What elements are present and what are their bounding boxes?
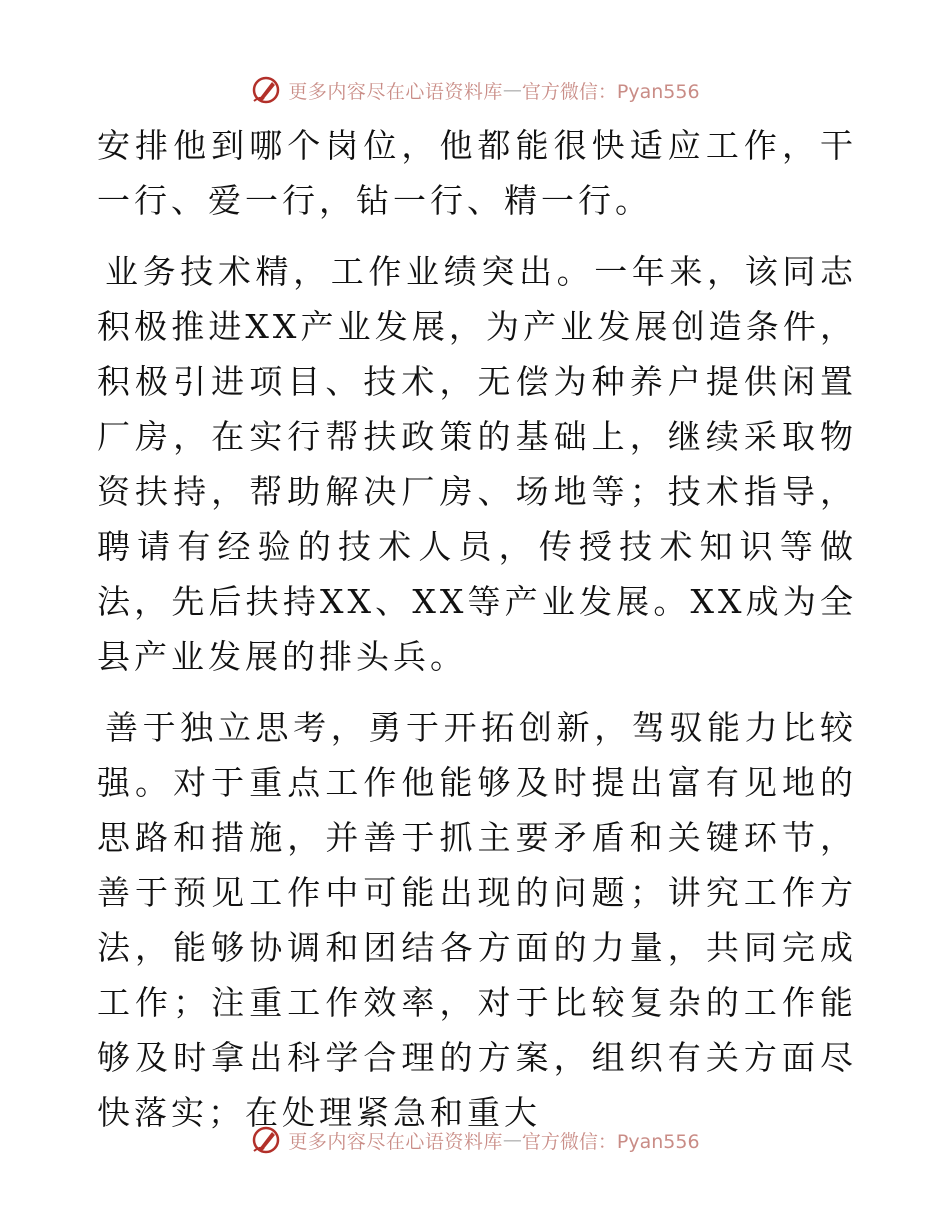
footer-slogan: 更多内容尽在心语资料库 [288,1130,503,1153]
quill-pen-icon [250,74,282,106]
page-footer-banner [0,1120,950,1160]
header-slogan: 更多内容尽在心语资料库 [288,80,503,103]
page-header-banner [0,70,950,110]
paragraph-2: 业务技术精，工作业绩突出。一年来，该同志积极推进XX产业发展，为产业发展创造条件，积极引进项目、技术，无偿为种养户提供闲置厂房，在实行帮扶政策的基础上，继续采取物资扶持，帮助解决厂房、场地等；技术指导，聘请有经验的技术人员，传授技术知识等做法，先后扶持XX、XX等产业发展。XX成为全县产业发展的排头兵。 [97,252,857,676]
paragraph-3: 善于独立思考，勇于开拓创新，驾驭能力比较强。对于重点工作他能够及时提出富有见地的思路和措施，并善于抓主要矛盾和关键环节，善于预见工作中可能出现的问题；讲究工作方法，能够协调和团结各方面的力量，共同完成工作；注重工作效率，对于比较复杂的工作能够及时拿出科学合理的方案，组织有关方面尽快落实；在处理紧急和重大 [97,708,857,1132]
document-body [97,118,857,1156]
header-separator: — [502,79,522,101]
footer-separator: — [502,1129,522,1151]
header-contact: 官方微信：Pyan556 [521,80,700,103]
quill-pen-icon [250,1124,282,1156]
paragraph-1: 安排他到哪个岗位，他都能很快适应工作，干一行、爱一行，钻一行、精一行。 [97,126,857,220]
footer-contact: 官方微信：Pyan556 [521,1130,700,1153]
